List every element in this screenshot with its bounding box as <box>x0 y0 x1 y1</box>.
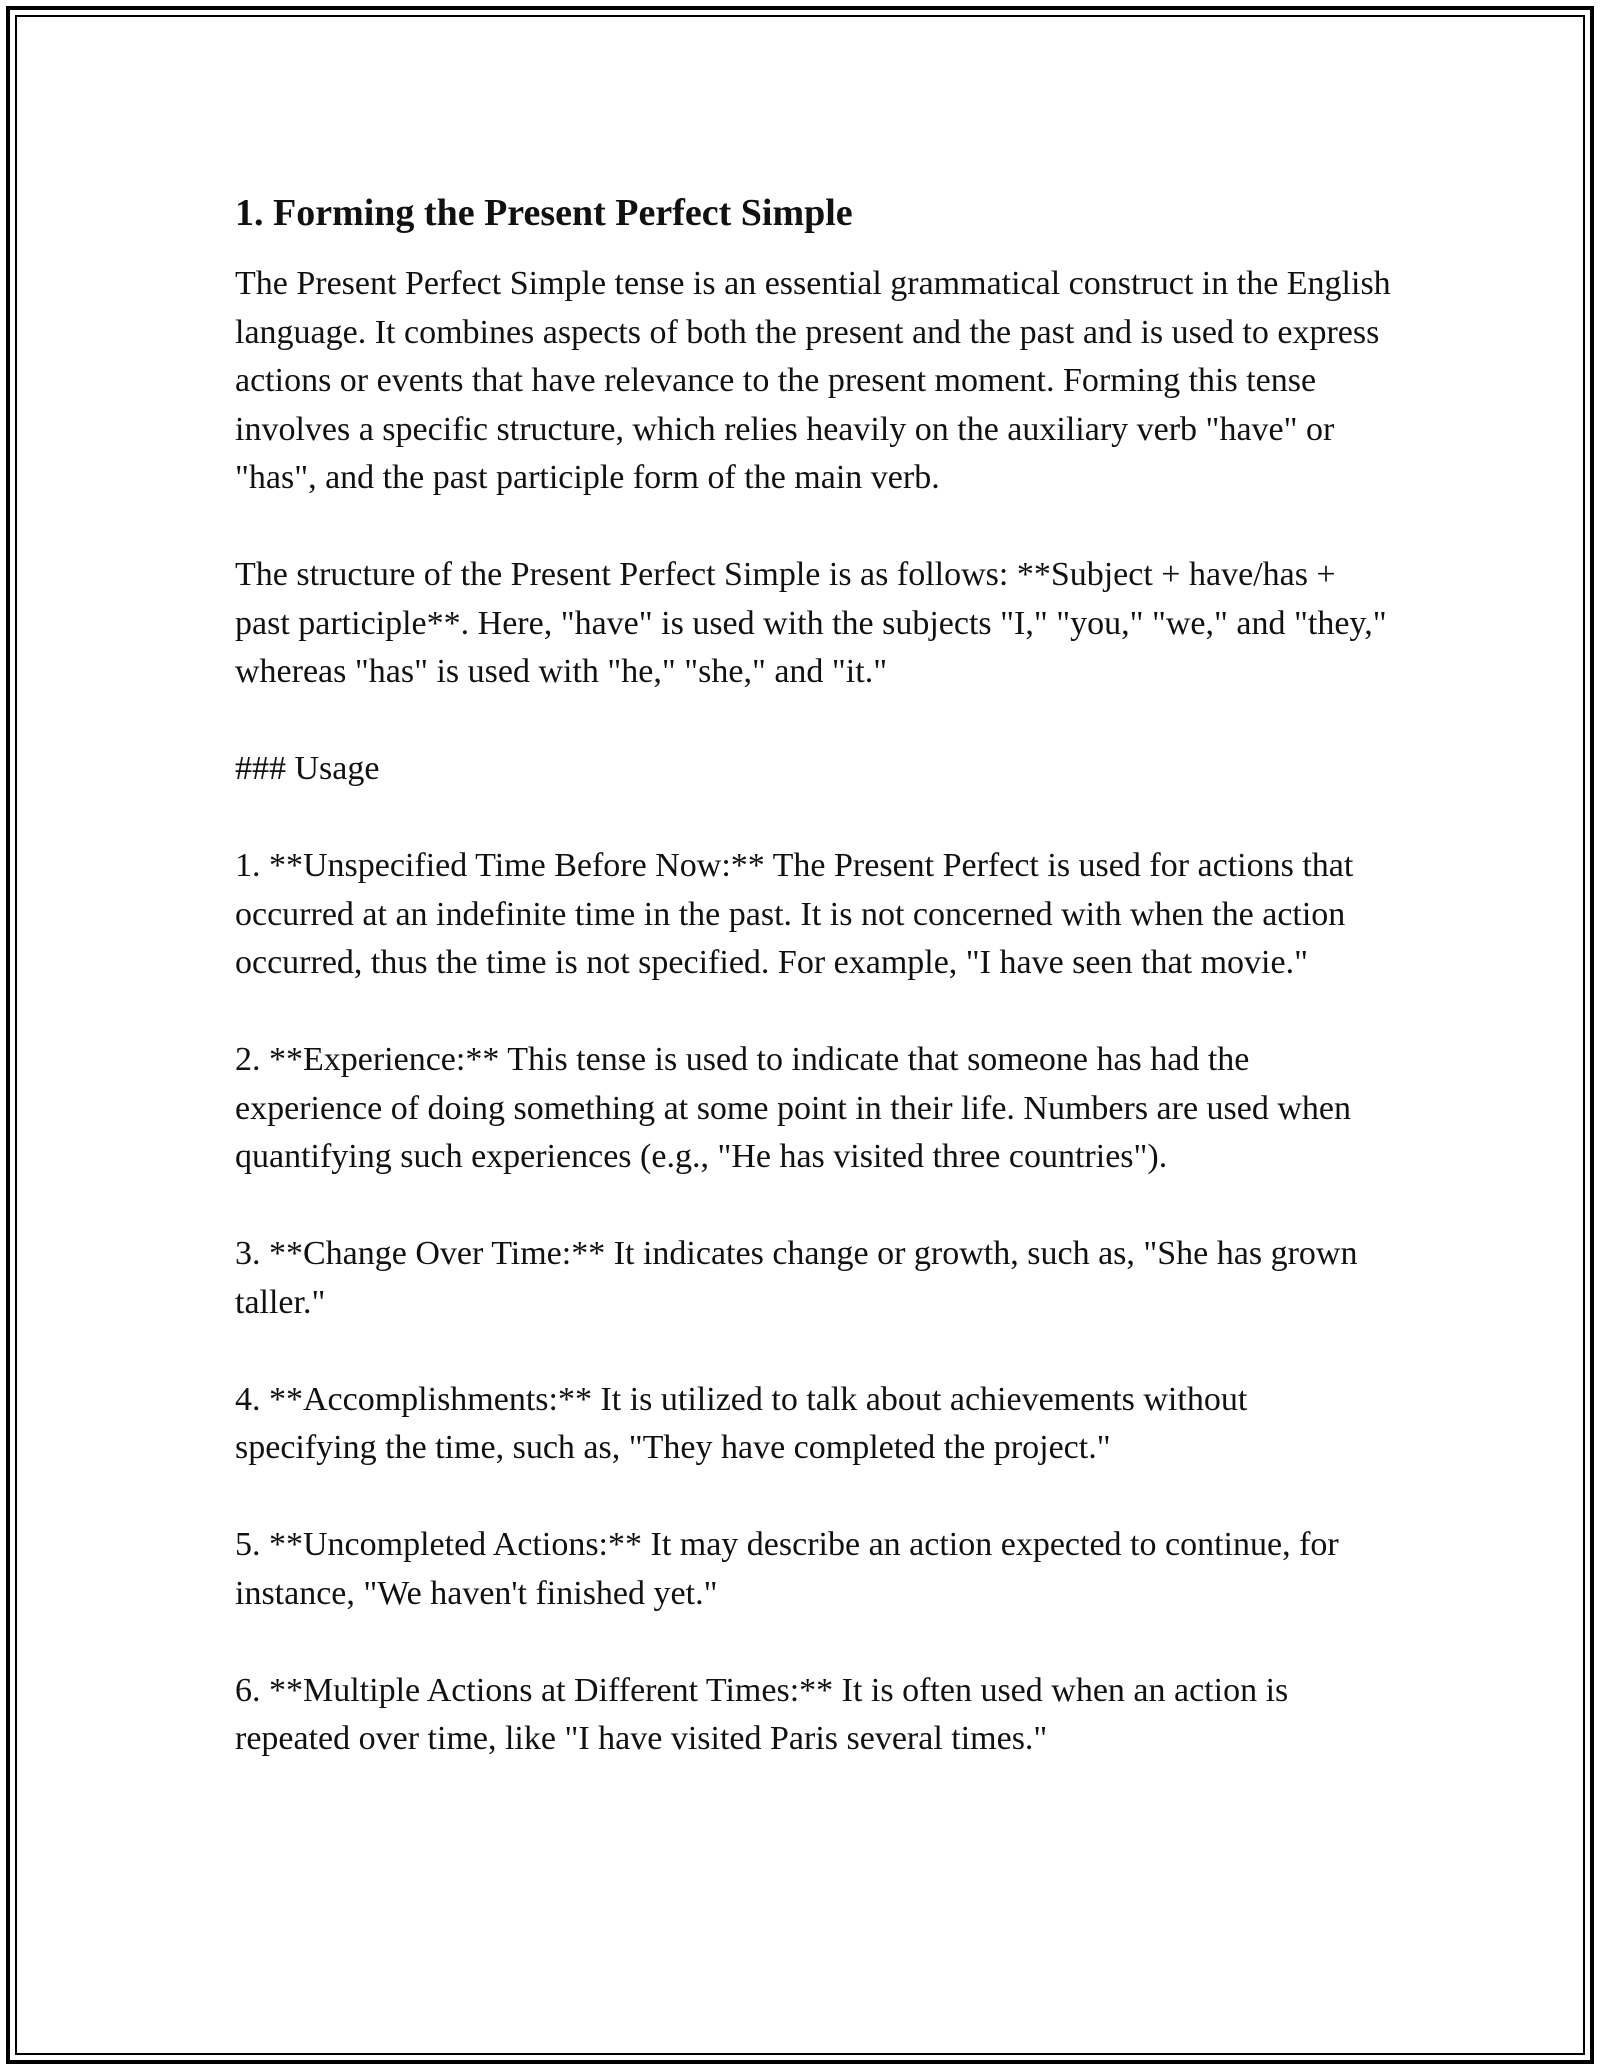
usage-item-1: 1. **Unspecified Time Before Now:** The Present Perfect is used for actions that occurred at an indefinite time in the past. It is not concerned with when the action occurred, thus the time is not specified. For example, "I have seen that movie." <box>235 847 1354 981</box>
usage-item-5: 5. **Uncompleted Actions:** It may describe an action expected to continue, for instance, "We haven't finished yet." <box>235 1526 1339 1612</box>
document-body <box>235 186 1395 1812</box>
usage-heading: ### Usage <box>235 750 380 787</box>
usage-item-2: 2. **Experience:** This tense is used to indicate that someone has had the experience of doing something at some point in their life. Numbers are used when quantifying such experiences (e.g., "He has visited three countries"). <box>235 1041 1352 1175</box>
structure-paragraph: The structure of the Present Perfect Simple is as follows: **Subject + have/has + past participle**. Here, "have" is used with the subjects "I," "you," "we," and "they," whereas "has" is used with "he," "she," and "it." <box>235 556 1387 690</box>
usage-item-4: 4. **Accomplishments:** It is utilized to talk about achievements without specifying the time, such as, "They have completed the project." <box>235 1380 1248 1466</box>
section-heading: 1. Forming the Present Perfect Simple <box>235 192 853 234</box>
usage-item-3: 3. **Change Over Time:** It indicates change or growth, such as, "She has grown taller." <box>235 1235 1358 1321</box>
intro-paragraph: The Present Perfect Simple tense is an essential grammatical construct in the English language. It combines aspects of both the present and the past and is used to express actions or events that have relevance to the present moment. Forming this tense involves a specific structure, which relies heavily on the auxiliary verb "have" or "has", and the past participle form of the main verb. <box>235 265 1391 496</box>
usage-item-6: 6. **Multiple Actions at Different Times:** It is often used when an action is repeated over time, like "I have visited Paris several times." <box>235 1671 1289 1757</box>
